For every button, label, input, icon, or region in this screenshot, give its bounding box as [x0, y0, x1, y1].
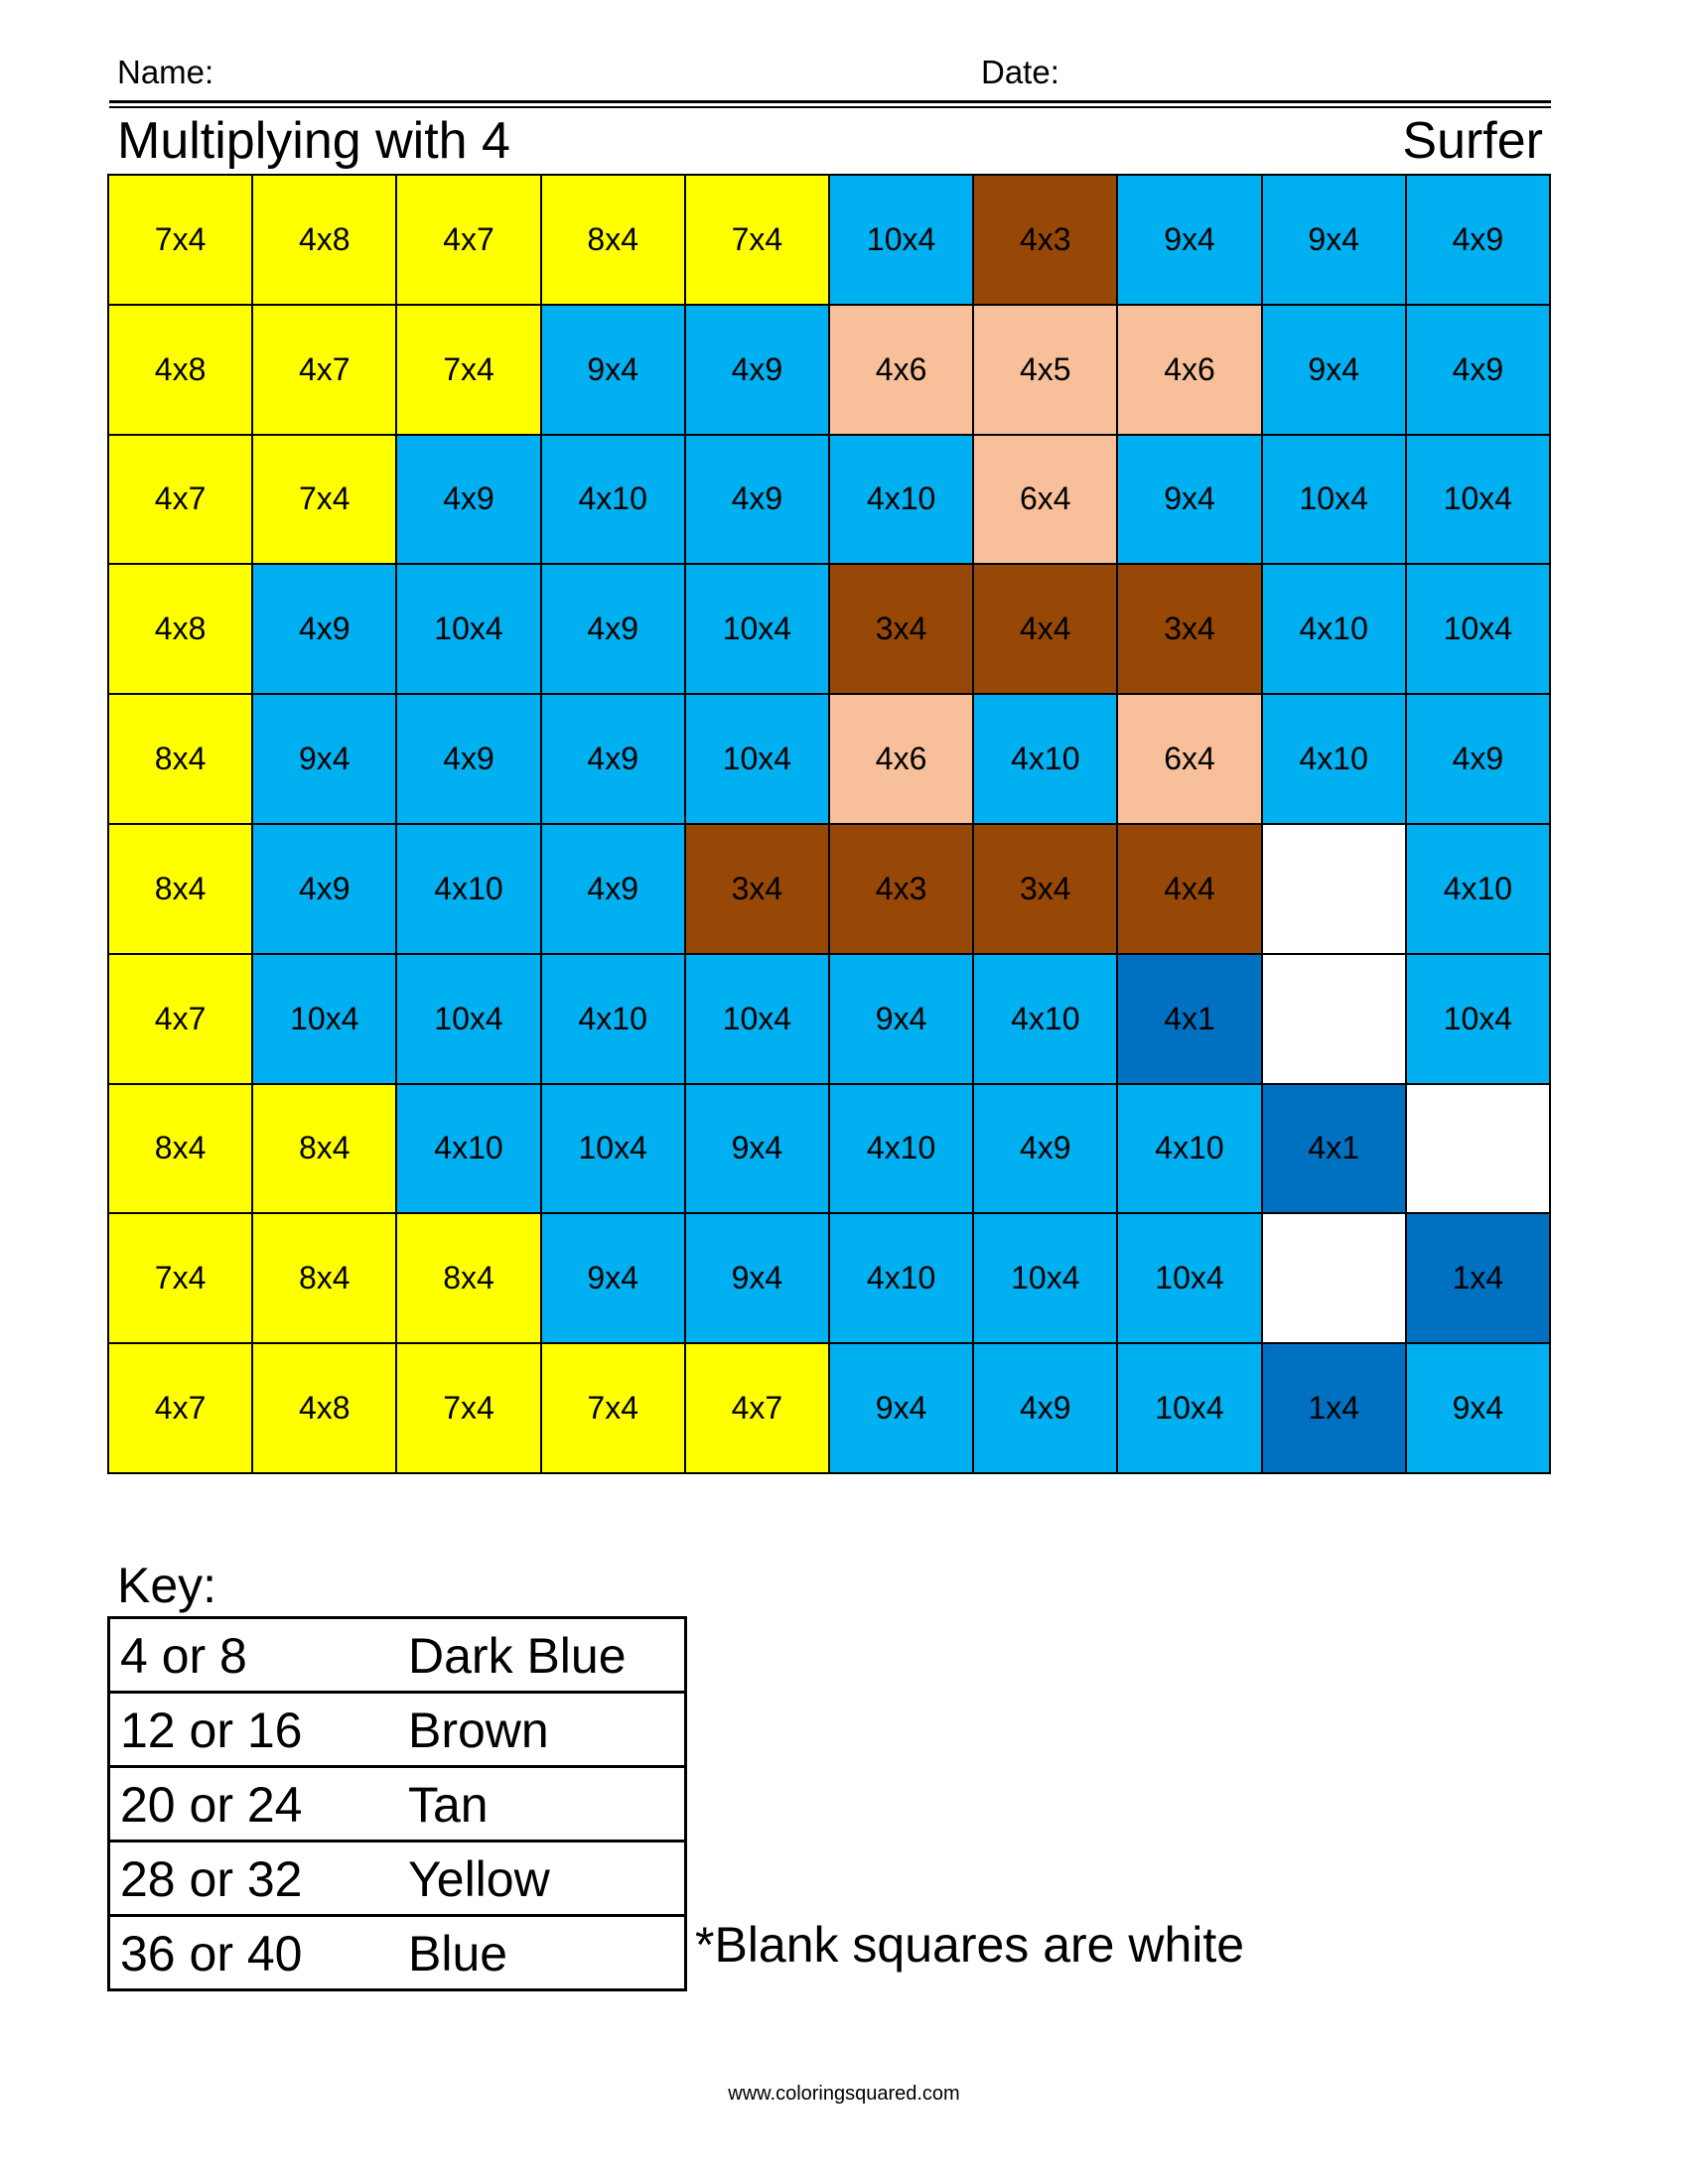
grid-cell: 4x4: [1118, 825, 1262, 955]
grid-cell: 3x4: [686, 825, 830, 955]
grid-cell: 4x10: [1407, 825, 1551, 955]
grid-cell: 4x9: [974, 1344, 1118, 1474]
grid-cell: 9x4: [1118, 436, 1262, 566]
grid-cell: [1263, 1214, 1407, 1344]
footer-url: www.coloringsquared.com: [728, 2083, 960, 2105]
page-title: Multiplying with 4: [117, 112, 510, 170]
grid-cell: 8x4: [109, 825, 253, 955]
grid-cell: 4x9: [397, 436, 541, 566]
grid-cell: 10x4: [253, 955, 397, 1085]
grid-cell: 4x9: [542, 695, 686, 825]
key-color-name: Brown: [408, 1703, 549, 1758]
grid-cell: 1x4: [1263, 1344, 1407, 1474]
grid-cell: 7x4: [397, 1344, 541, 1474]
key-color-name: Yellow: [408, 1851, 550, 1907]
grid-cell: 4x10: [974, 955, 1118, 1085]
grid-cell: 4x10: [830, 1214, 974, 1344]
grid-cell: 9x4: [830, 1344, 974, 1474]
grid-cell: 9x4: [1118, 176, 1262, 306]
grid-cell: 3x4: [1118, 565, 1262, 695]
grid-cell: 8x4: [109, 1085, 253, 1215]
grid-cell: 9x4: [253, 695, 397, 825]
grid-cell: 4x7: [253, 306, 397, 436]
grid-cell: 10x4: [1118, 1344, 1262, 1474]
grid-cell: 4x1: [1263, 1085, 1407, 1215]
grid-cell: 4x8: [253, 176, 397, 306]
grid-cell: 4x10: [397, 1085, 541, 1215]
grid-cell: 4x9: [686, 306, 830, 436]
key-row: [110, 1917, 684, 1988]
grid-cell: 7x4: [542, 1344, 686, 1474]
grid-cell: 10x4: [830, 176, 974, 306]
grid-cell: 8x4: [253, 1214, 397, 1344]
grid-cell: 9x4: [830, 955, 974, 1085]
key-color-name: Blue: [408, 1926, 508, 1981]
key-color-name: Dark Blue: [408, 1628, 627, 1684]
grid-cell: 4x7: [109, 955, 253, 1085]
key-row: [110, 1768, 684, 1843]
grid-cell: 4x3: [974, 176, 1118, 306]
grid-cell: 10x4: [686, 565, 830, 695]
grid-cell: 4x10: [830, 436, 974, 566]
coloring-grid: [107, 174, 1551, 1474]
grid-cell: 4x9: [253, 825, 397, 955]
grid-cell: 4x9: [542, 565, 686, 695]
key-value: 28 or 32: [120, 1851, 303, 1907]
grid-cell: 7x4: [253, 436, 397, 566]
key-value: 36 or 40: [120, 1926, 303, 1981]
grid-cell: 4x9: [253, 565, 397, 695]
grid-cell: 4x7: [686, 1344, 830, 1474]
key-value: 12 or 16: [120, 1703, 303, 1758]
grid-cell: 4x9: [542, 825, 686, 955]
grid-cell: 4x5: [974, 306, 1118, 436]
grid-cell: 10x4: [686, 695, 830, 825]
grid-cell: 4x9: [1407, 695, 1551, 825]
header-rule: [109, 100, 1551, 103]
grid-cell: 4x7: [109, 1344, 253, 1474]
grid-cell: 7x4: [397, 306, 541, 436]
grid-cell: 9x4: [1263, 306, 1407, 436]
key-title: Key:: [117, 1558, 217, 1613]
grid-cell: 4x9: [1407, 176, 1551, 306]
key-value: 4 or 8: [120, 1628, 247, 1684]
grid-cell: 4x1: [1118, 955, 1262, 1085]
grid-cell: [1263, 955, 1407, 1085]
grid-cell: 4x10: [1263, 565, 1407, 695]
grid-cell: 10x4: [542, 1085, 686, 1215]
grid-cell: 4x10: [1118, 1085, 1262, 1215]
grid-cell: 4x10: [1263, 695, 1407, 825]
grid-cell: 7x4: [109, 1214, 253, 1344]
grid-cell: 10x4: [686, 955, 830, 1085]
key-value: 20 or 24: [120, 1777, 303, 1833]
grid-cell: 4x9: [974, 1085, 1118, 1215]
grid-cell: 4x9: [1407, 306, 1551, 436]
grid-cell: 9x4: [542, 1214, 686, 1344]
grid-cell: 3x4: [830, 565, 974, 695]
grid-cell: 10x4: [397, 955, 541, 1085]
grid-cell: 8x4: [397, 1214, 541, 1344]
grid-cell: 8x4: [542, 176, 686, 306]
grid-cell: 4x8: [253, 1344, 397, 1474]
picture-name: Surfer: [1402, 112, 1543, 170]
header-rule-double: [109, 106, 1551, 108]
grid-cell: 4x8: [109, 565, 253, 695]
grid-cell: 6x4: [974, 436, 1118, 566]
grid-cell: 9x4: [686, 1085, 830, 1215]
grid-cell: 4x10: [542, 955, 686, 1085]
grid-cell: 6x4: [1118, 695, 1262, 825]
key-color-name: Tan: [408, 1777, 489, 1833]
grid-cell: 9x4: [542, 306, 686, 436]
grid-cell: 4x10: [830, 1085, 974, 1215]
key-row: [110, 1619, 684, 1694]
grid-cell: 8x4: [253, 1085, 397, 1215]
color-key-table: [107, 1616, 687, 1991]
grid-cell: 10x4: [974, 1214, 1118, 1344]
grid-cell: 10x4: [1407, 565, 1551, 695]
grid-cell: 4x7: [397, 176, 541, 306]
grid-cell: [1263, 825, 1407, 955]
grid-cell: 9x4: [686, 1214, 830, 1344]
grid-cell: 10x4: [1407, 955, 1551, 1085]
grid-cell: 9x4: [1263, 176, 1407, 306]
grid-cell: 4x10: [542, 436, 686, 566]
grid-cell: 4x6: [830, 306, 974, 436]
grid-cell: 10x4: [1407, 436, 1551, 566]
grid-cell: 10x4: [1118, 1214, 1262, 1344]
grid-cell: [1407, 1085, 1551, 1215]
grid-cell: 4x7: [109, 436, 253, 566]
grid-cell: 7x4: [109, 176, 253, 306]
blank-note: *Blank squares are white: [695, 1917, 1245, 1973]
key-row: [110, 1843, 684, 1917]
grid-cell: 4x6: [830, 695, 974, 825]
grid-cell: 8x4: [109, 695, 253, 825]
grid-cell: 4x6: [1118, 306, 1262, 436]
grid-cell: 4x10: [974, 695, 1118, 825]
key-row: [110, 1694, 684, 1768]
grid-cell: 1x4: [1407, 1214, 1551, 1344]
name-label: Name:: [117, 54, 214, 90]
grid-cell: 4x8: [109, 306, 253, 436]
grid-cell: 4x9: [397, 695, 541, 825]
grid-cell: 4x4: [974, 565, 1118, 695]
grid-cell: 4x10: [397, 825, 541, 955]
header: [109, 54, 1551, 95]
grid-cell: 4x3: [830, 825, 974, 955]
grid-cell: 9x4: [1407, 1344, 1551, 1474]
grid-cell: 3x4: [974, 825, 1118, 955]
grid-cell: 10x4: [397, 565, 541, 695]
grid-cell: 7x4: [686, 176, 830, 306]
grid-cell: 4x9: [686, 436, 830, 566]
grid-cell: 10x4: [1263, 436, 1407, 566]
date-label: Date:: [981, 54, 1059, 90]
